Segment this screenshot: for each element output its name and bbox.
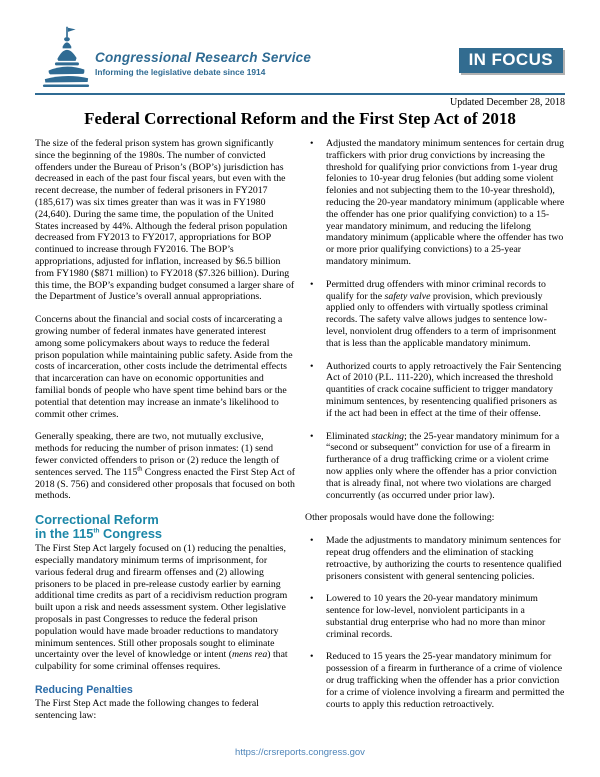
text-run: Lowered to 10 years the 20-year mandatory minimum sentence for low-level, nonviolent participants in a substantial drug enterprise who had no more than minor criminal records. xyxy=(326,593,546,640)
document-body xyxy=(0,138,600,748)
footer-link[interactable]: https://crsreports.congress.gov xyxy=(235,747,365,758)
bullet-marker: • xyxy=(310,651,314,663)
bullet-eliminated-stacking xyxy=(305,431,565,502)
text-run: The First Step Act made the following changes to federal sentencing law: xyxy=(35,697,259,721)
first-step-act-paragraph xyxy=(35,543,295,673)
changes-intro-paragraph xyxy=(35,698,295,722)
bullet-marker: • xyxy=(310,138,314,149)
bullet-safety-valve xyxy=(305,279,565,350)
text-run: Made the adjustments to mandatory minimum sentences for repeat drug offenders and the elimination of stacking retroactive, by authorizing the courts to resentence qualified prisoners consistent with general sentencing policies. xyxy=(326,535,562,582)
updated-date: Updated December 28, 2018 xyxy=(450,97,565,108)
text-run: Correctional Reform xyxy=(35,512,159,528)
text-run: The size of the federal prison system has grown significantly since the beginning of the 1980s. The number of convicted offenders under the Bureau of Prison’s (BOP’s) jurisdiction has decreased in each of the past four fiscal years, but even with the recent decrease, the number of federal prisoners in FY2017 (185,617) was six times greater than was it was in FY1980 (24,640). During the same time, the population of the United States increased by 44%. Although the federal prison population decreased from FY2013 to FY2017, appropriations for BOP continued to increase through FY2016. The BOP’s appropriations, adjusted for inflation, increased by $6.5 billion from FY1980 ($871 million) to FY2018 ($7.326 billion). During this time, the BOP’s expanding budget consumed a larger share of the Department of Justice’s overall annual appropriations. xyxy=(35,138,295,303)
text-run: Generally speaking, there are two, not mutually exclusive, methods for reducing the number of prison inmates: (1) send fewer convicted offenders to prison or (2) reduce the length of sentences served. The 115 xyxy=(35,431,280,478)
bullet-text xyxy=(326,535,565,582)
logo-name: Congressional Research Service xyxy=(95,50,312,65)
bullet-marker: • xyxy=(310,593,314,605)
bullet-retroactive-adjustments xyxy=(305,535,565,582)
bullet-adjusted-mandatory-minimums xyxy=(305,138,565,268)
text-run: Congress xyxy=(99,526,163,542)
text-run: Permitted drug offenders with minor criminal records to qualify for the xyxy=(326,278,546,302)
bullet-reduced-to-15-years xyxy=(305,651,565,710)
bullet-marker: • xyxy=(310,278,314,290)
text-run: Eliminated xyxy=(326,430,372,442)
text-run: Authorized courts to apply retroactively the Fair Sentencing Act of 2010 (P.L. 111-220), which increased the threshold quantities of crack cocaine sufficient to trigger mandatory minimum sentences, by resentencing qualified prisoners as if the act had been in effect at the time of their offense. xyxy=(326,360,562,419)
text-run: Reduced to 15 years the 25-year mandatory minimum for possession of a firearm in furtherance of a crime of violence or drug trafficking when the offender has a prior conviction for a crime of violence involving a firearm and permitted the courts to apply this reduction retroactively. xyxy=(326,651,565,710)
text-run: in the 115 xyxy=(35,526,94,542)
text-run: ; the 25-year mandatory minimum for a “second or subsequent” conviction for use of a firearm in furtherance of a drug trafficking crime or a violent crime now applies only where the offender has a prior conviction that is already final, not where two violations are charged concurrently (as occurred under prior law). xyxy=(326,430,560,501)
bullet-text xyxy=(326,593,565,640)
text-run: stacking xyxy=(371,430,405,442)
text-run: Other proposals would have done the following: xyxy=(305,512,495,524)
bullet-fair-sentencing-act xyxy=(305,361,565,420)
page-title: Federal Correctional Reform and the First Step Act of 2018 xyxy=(84,109,516,128)
text-run: safety valve xyxy=(384,290,431,302)
text-run: Congress enacted the First Step Act of 2018 (S. 756) and considered other proposals that focused on both methods. xyxy=(35,466,296,502)
subheading-reducing-penalties xyxy=(35,684,295,697)
other-proposals-paragraph xyxy=(305,512,565,524)
bullet-marker: • xyxy=(310,430,314,442)
capitol-dome-icon xyxy=(41,26,91,90)
concerns-paragraph xyxy=(35,314,295,420)
text-run: th xyxy=(93,527,100,535)
text-run: Adjusted the mandatory minimum sentences for certain drug traffickers with prior drug convictions by increasing the threshold for qualifying prior convictions from 1-year drug felonies to 10-year drug felonies (but adding some violent felonies and not subjecting them to the 10-year threshold), reducing the 20-year mandatory minimum (applicable where the offender has one prior qualifying conviction) to a 15-year mandatory minimum, and reducing the lifelong mandatory minimum (applicable where the offender has two or more prior qualifying convictions) to a 25-year mandatory minimum. xyxy=(326,138,565,267)
text-run: mens rea xyxy=(231,649,268,661)
in-focus-badge: IN FOCUS xyxy=(459,48,563,73)
bullet-text xyxy=(326,361,565,420)
left-column xyxy=(35,138,295,748)
document-header xyxy=(0,0,600,129)
header-divider xyxy=(35,93,565,95)
text-run: Reducing Penalties xyxy=(35,684,133,696)
text-run: provision, which previously applied only to offenders with virtually spotless criminal records. The safety valve allows judges to sentence low-level, nonviolent drug offenders to a term of imprisonment that is less than the applicable mandatory minimum. xyxy=(326,290,557,349)
text-run: th xyxy=(137,465,143,473)
section-heading-correctional-reform xyxy=(35,513,295,541)
bullet-marker: • xyxy=(310,360,314,372)
logo-text xyxy=(95,50,311,77)
methods-paragraph xyxy=(35,431,295,502)
bullet-lowered-to-10-years xyxy=(305,593,565,640)
logo-row xyxy=(35,26,565,90)
bullet-text xyxy=(326,279,565,350)
logo-tagline: Informing the legislative debate since 1914 xyxy=(95,67,266,77)
right-column xyxy=(305,138,565,748)
text-run: Concerns about the financial and social costs of incarcerating a growing number of federal inmates have generated interest among some policymakers about ways to reduce the federal prison population while maintaining public safety. Aside from the costs of incarceration, other costs include the detrimental effects that incarceration can have on economic opportunities and familial bonds of people who have spent time behind bars or the potential that detention may increase an inmate’s likelihood to commit other crimes. xyxy=(35,314,293,420)
bullet-text xyxy=(326,431,565,502)
intro-paragraph xyxy=(35,138,295,303)
text-run: The First Step Act largely focused on (1) reducing the penalties, especially mandatory minimum terms of imprisonment, for various federal drug and firearm offenses and (2) allowing prisoners to be placed in pre-release custody earlier by earning additional time credits as part of a recidivism reduction program built upon a risk and needs assessment system. Other legislative proposals in past Congresses to reduce the federal prison population would have made broader reductions to mandatory minimum sentences. Still other proposals sought to eliminate uncertainty over the level of knowledge or intent ( xyxy=(35,543,288,661)
text-run: ) that culpability for some criminal offenses requires. xyxy=(35,649,288,673)
bullet-text xyxy=(326,651,565,710)
bullet-text xyxy=(326,138,565,268)
bullet-marker: • xyxy=(310,535,314,547)
